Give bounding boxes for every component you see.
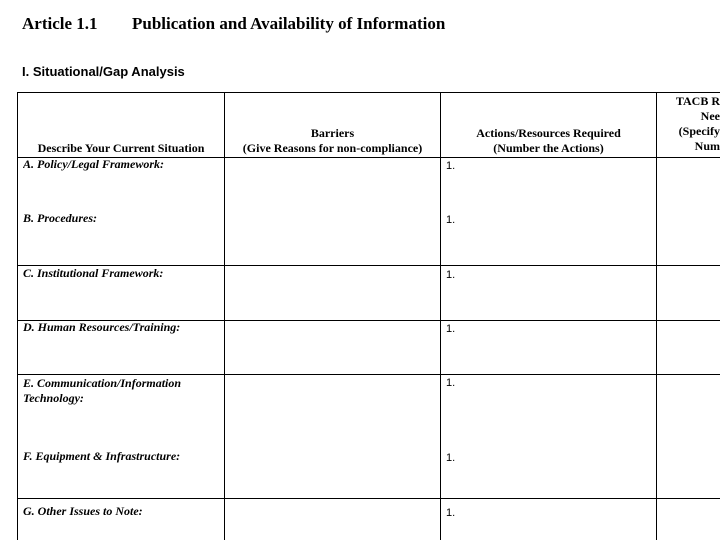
article-heading [22,14,445,34]
header-tacb [658,94,720,154]
header-barriers [226,126,439,156]
article-number: Article 1.1 [22,14,98,33]
header-tacb-line3: (Specify [678,124,720,138]
row-label-communication-line1: E. Communication/Information [23,376,182,390]
header-barriers-line1: Barriers [310,126,355,140]
row-label-procedures: B. Procedures: [23,211,97,225]
header-tacb-line4: Num [694,139,720,153]
section-title: I. Situational/Gap Analysis [22,64,185,79]
header-barriers-line2: (Give Reasons for non-compliance) [242,141,423,155]
article-title: Publication and Availability of Information [132,14,446,33]
header-situation: Describe Your Current Situation [37,141,205,155]
header-tacb-line2: Nee [700,109,720,123]
row-label-equipment: F. Equipment & Infrastructure: [23,449,181,463]
row-action-communication: 1. [446,377,456,389]
row-label-communication-line2: Technology: [23,391,84,405]
row-action-other-issues: 1. [446,507,456,519]
header-actions-line1: Actions/Resources Required [476,126,621,140]
row-action-institutional: 1. [446,269,456,281]
row-action-policy: 1. [446,160,456,172]
row-label-policy: A. Policy/Legal Framework: [23,157,164,171]
row-label-human-resources: D. Human Resources/Training: [23,320,181,334]
row-label-institutional: C. Institutional Framework: [23,266,164,280]
row-action-procedures: 1. [446,214,456,226]
header-tacb-line1: TACB R [675,94,720,108]
row-label-other-issues: G. Other Issues to Note: [23,504,143,518]
header-actions [442,126,655,156]
row-action-human-resources: 1. [446,323,456,335]
row-label-communication [23,376,181,406]
row-action-equipment: 1. [446,452,456,464]
header-actions-line2: (Number the Actions) [493,141,604,155]
